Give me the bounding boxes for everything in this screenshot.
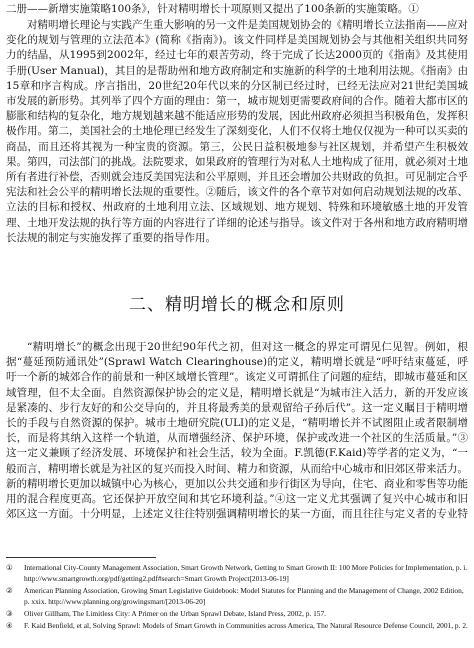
footnote-text: American Planning Association, Growing Smart Legislative Guidebook: Model Statutes for Planning and the Management of Change, 2002 Edition, p. xxix. http://www.planning.org/growingsmart/[2013-06-20] (24, 586, 464, 606)
footnote-text: International City-County Management Association, Smart Growth Network, Getting to Smart Growth II: 100 More Policies for Implementation, p. i. http://www.smartgrowth.org/pdf/getting2.pdf#search=Smart Growth Project[2013-06-19] (24, 563, 468, 583)
footnote-divider (6, 557, 156, 558)
footnote (6, 608, 468, 619)
section-heading: 二、精明增长的概念和原则 (129, 295, 345, 315)
footnote-text: Oliver Gillham, The Limitless City: A Primer on the Urban Sprawl Debate, Island Press, 2002, p. 157. (24, 609, 327, 618)
footnote-number: ④ (6, 621, 13, 630)
paragraph-definitions: “精明增长”的概念出现于20世纪90年代之初，但对这一概念的界定可谓见仁见智。例如，根据“蔓延预防通讯处”(Sprawl Watch Clearinghouse)的定义，精明增长就是“呼吁结束蔓延，呼吁一个新的城郊合作的前景和一种区域增长管理”。该定义可谓抓住了问题的症结，即城市蔓延和区域管理，但不太全面。自然资源保护协会的定义是，精明增长就是“为城市注入活力，新的开发应该是紧凑的、步行友好的和公交导向的，并且将最秀美的景观留给子孙后代”。这一定义瞩目于精明增长的手段与自然资源的保护。城市土地研究院(ULI)的定义是，“精明增长并不试图阻止或者限制增长，而是将其纳入这样一个轨道，从而增强经济、保护环境，保护或改进一个社区的生活质量。”③这一定义兼顾了经济发展、环境保护和社会生活，较为全面。F.凯德(F.Kaid)等学者的定义为，“一般而言，精明增长就是为社区的复兴而投入时间、精力和资源，从而给中心城市和旧郊区带来活力。新的精明增长更加以城镇中心为核心，更加以公共交通和步行街区为导向，住宅、商业和零售等功能用的混合程度更高。它还保护开放空间和其它环境利益。”④这一定义尤其强调了复兴中心城市和旧郊区这一方面。十分明显，上述定义往往特别强调精明增长的某一方面，而且往往与定义者的专业特 (6, 341, 468, 521)
footnote-number: ③ (6, 609, 13, 618)
footnote-number: ② (6, 586, 13, 595)
footnotes (6, 562, 468, 632)
footnote-text: F. Kaid Benfield, et al, Solving Sprawl: Models of Smart Growth in Communities across America, The Natural Resource Defense Council, 2001, p. 2. (24, 621, 468, 630)
footnote (6, 562, 468, 584)
footnote (6, 585, 468, 607)
continuation-line: 二册——新增实施策略100条》，针对精明增长十项原则又提出了100条新的实施策略。① (6, 3, 419, 15)
paragraph-guidebook: 对精明增长理论与实践产生重大影响的另一文件是美国规划协会的《精明增长立法指南——应对变化的规划与管理的立法范本》(简称《指南》)。该文件同样是美国规划协会与其他相关组织共同努力的结晶，从1995到2002年，经过七年的艰苦劳动，终于完成了长达2000页的《指南》及其使用手册(User Manual)，其目的是帮助州和地方政府制定和实施新的科学的土地利用法规。《指南》由15章和序言构成。序言指出，20世纪20年代以来的分区制已经过时，已经无法应对21世纪美国城市发展的新形势。其列举了四个方面的理由：第一，城市规划更需要政府间的合作。随着大都市区的膨胀和结构的复杂化，地方规划越来越不能适应形势的发展，因此州政府必须担当积极角色，发挥积极作用。第二，美国社会的土地伦理已经发生了深刻变化，人们不仅将土地仅仅视为一种可以买卖的商品，而且还将其视为一种宝贵的资源。第三，公民日益积极地参与社区规划，并希望产生积极效果。第四，司法部门的挑战。法院要求，如果政府的管理行为对私人土地构成了征用，就必须对土地所有者进行补偿，否则就会违反美国宪法和公平原则，并且还会增加公共财政的负担。可见制定合乎宪法和社会公平的精明增长法规的重要性。②随后，该文件的各个章节对如何启动规划法规的改革、立法的目标和授权、州政府的土地利用立法、区域规划、地方规划、特殊和环境敏感土地的开发管理、土地开发法规的执行等方面的内容进行了详细的论述与指导。该文件对于各州和地方政府精明增长法规的制定与实施发挥了重要的指导作用。 (6, 19, 468, 244)
footnote (6, 620, 468, 631)
footnote-number: ① (6, 563, 13, 572)
